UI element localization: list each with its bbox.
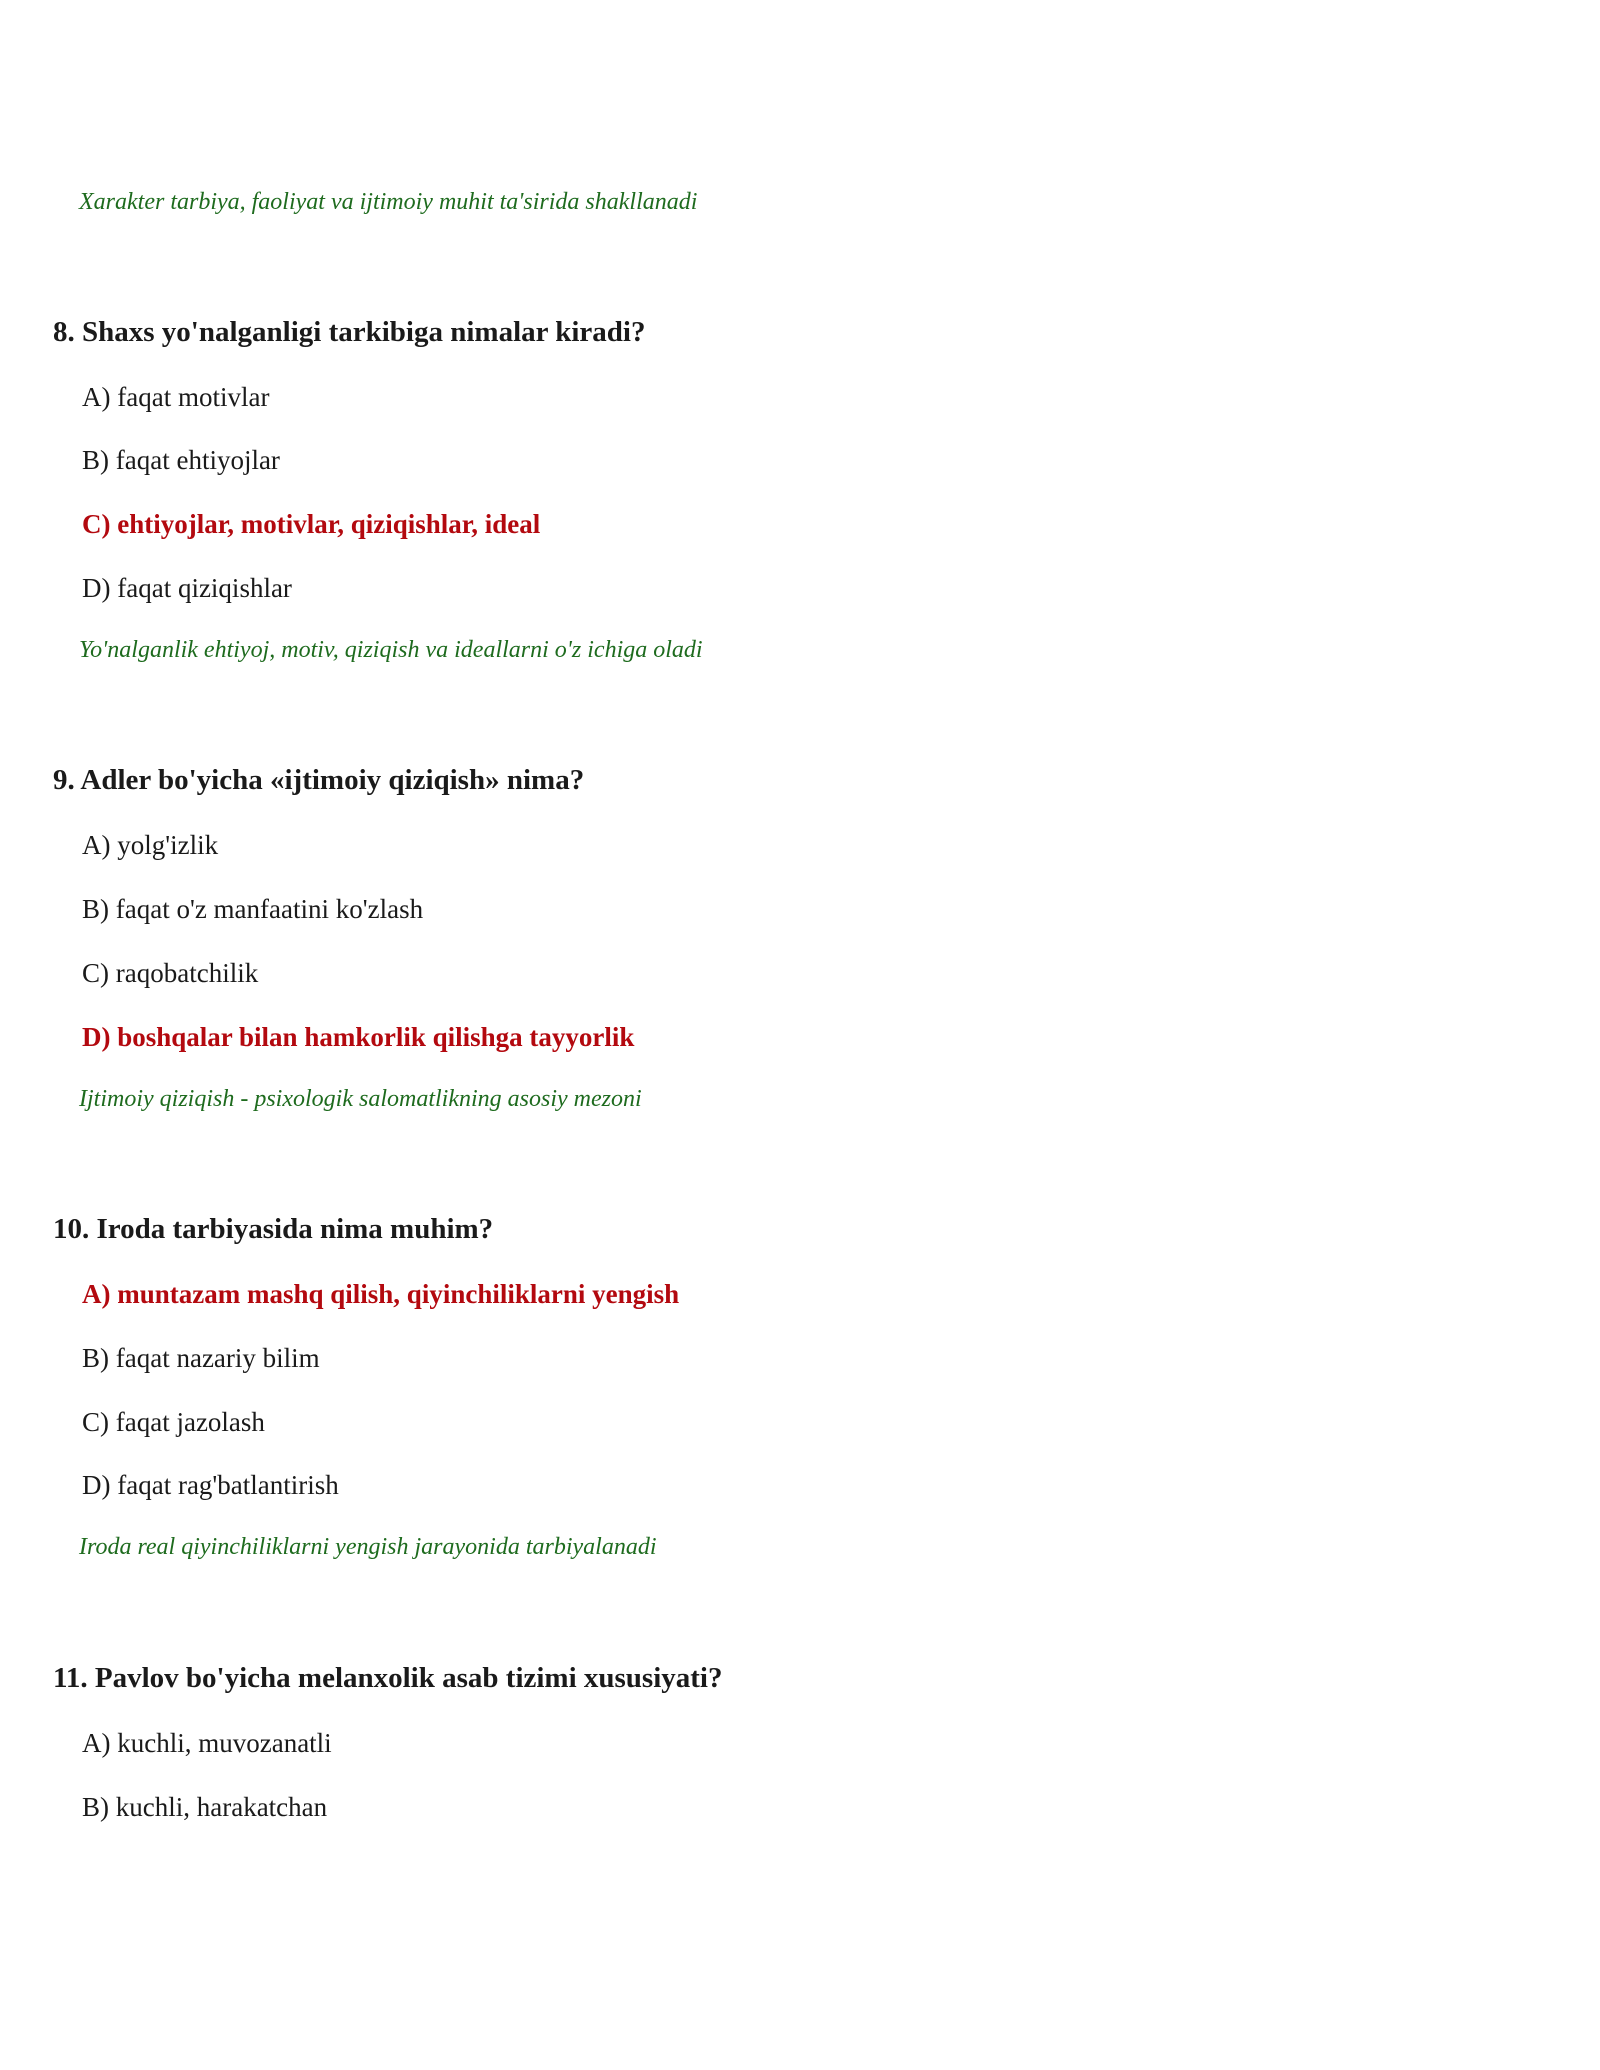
explanation-text-q7: Xarakter tarbiya, faoliyat va ijtimoiy muhit ta'sirida shakllanadi	[79, 189, 698, 215]
question-10-explanation: Iroda real qiyinchiliklarni yengish jarayonida tarbiyalanadi	[79, 1534, 657, 1560]
question-8-title: 8. Shaxs yo'nalganligi tarkibiga nimalar kiradi?	[53, 316, 646, 348]
question-9-option-b: B) faqat o'z manfaatini ko'zlash	[82, 894, 424, 924]
question-10-option-a-correct: A) muntazam mashq qilish, qiyinchiliklarni yengish	[82, 1279, 680, 1309]
question-10-option-d: D) faqat rag'batlantirish	[82, 1470, 339, 1500]
question-8-option-a: A) faqat motivlar	[82, 382, 270, 412]
question-9-title: 9. Adler bo'yicha «ijtimoiy qiziqish» nima?	[53, 764, 585, 796]
question-11-title: 11. Pavlov bo'yicha melanxolik asab tizimi xususiyati?	[53, 1662, 723, 1694]
question-10-title: 10. Iroda tarbiyasida nima muhim?	[53, 1213, 494, 1245]
question-8-option-c-correct: C) ehtiyojlar, motivlar, qiziqishlar, ideal	[82, 509, 541, 539]
question-8-explanation: Yo'nalganlik ehtiyoj, motiv, qiziqish va ideallarni o'z ichiga oladi	[79, 637, 703, 663]
question-9-option-a: A) yolg'izlik	[82, 830, 219, 860]
question-8-option-b: B) faqat ehtiyojlar	[82, 445, 280, 475]
question-9-explanation: Ijtimoiy qiziqish - psixologik salomatlikning asosiy mezoni	[79, 1086, 642, 1112]
question-9-option-d-correct: D) boshqalar bilan hamkorlik qilishga tayyorlik	[82, 1022, 635, 1052]
question-10-option-b: B) faqat nazariy bilim	[82, 1343, 320, 1373]
question-11-option-b: B) kuchli, harakatchan	[82, 1792, 328, 1822]
question-9-option-c: C) raqobatchilik	[82, 958, 259, 988]
question-10-option-c: C) faqat jazolash	[82, 1407, 265, 1437]
question-11-option-a: A) kuchli, muvozanatli	[82, 1728, 332, 1758]
question-8-option-d: D) faqat qiziqishlar	[82, 573, 292, 603]
